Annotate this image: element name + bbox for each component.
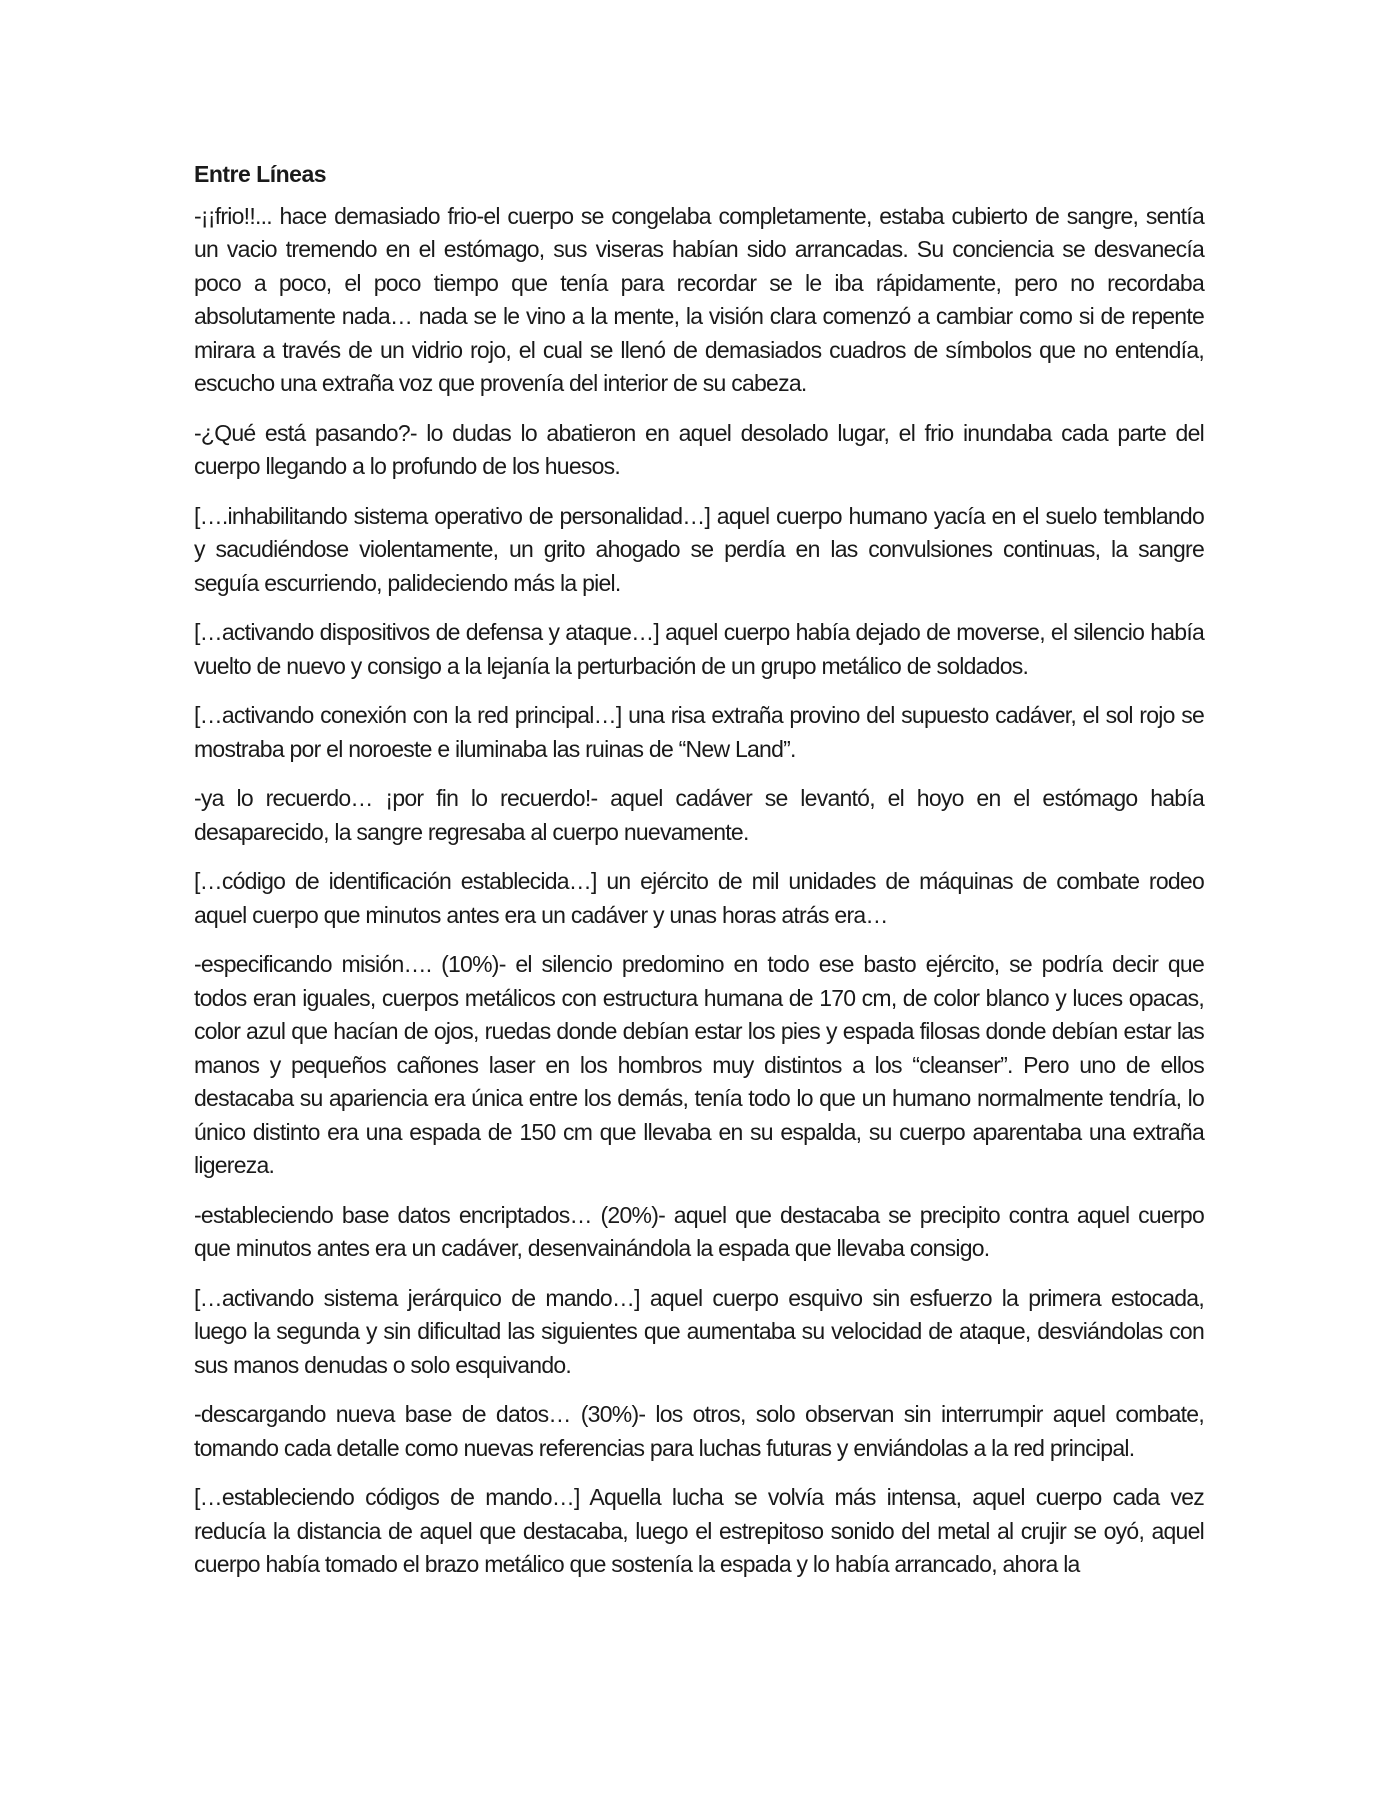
paragraph: -¡¡frio!!... hace demasiado frio-el cuerpo se congelaba completamente, estaba cubierto de sangre, sentía un vacio tremendo en el estómago, sus viseras habían sido arrancadas. Su conciencia se desvanecía poco a poco, el poco tiempo que tenía para recordar se le iba rápidamente, pero no recordaba absolutamente nada… nada se le vino a la mente, la visión clara comenzó a cambiar como si de repente mirara a través de un vidrio rojo, el cual se llenó de demasiados cuadros de símbolos que no entendía, escucho una extraña voz que provenía del interior de su cabeza.: [194, 202, 1204, 396]
paragraph: [….inhabilitando sistema operativo de personalidad…] aquel cuerpo humano yacía en el suelo temblando y sacudiéndose violentamente, un grito ahogado se perdía en las convulsiones continuas, la sangre seguía escurriendo, palideciendo más la piel.: [194, 502, 1204, 596]
paragraph: […activando conexión con la red principal…] una risa extraña provino del supuesto cadáver, el sol rojo se mostraba por el noroeste e iluminaba las ruinas de “New Land”.: [194, 702, 1204, 762]
paragraph: -¿Qué está pasando?- lo dudas lo abatieron en aquel desolado lugar, el frio inundaba cada parte del cuerpo llegando a lo profundo de los huesos.: [194, 419, 1204, 479]
document-body: [194, 158, 1204, 1598]
paragraph: -especificando misión…. (10%)- el silencio predomino en todo ese basto ejército, se podría decir que todos eran iguales, cuerpos metálicos con estructura humana de 170 cm, de color blanco y luces opacas, color azul que hacían de ojos, ruedas donde debían estar los pies y espada filosas donde debían estar las manos y pequeños cañones laser en los hombros muy distintos a los “cleanser”. Pero uno de ellos destacaba su apariencia era única entre los demás, tenía todo lo que un humano normalmente tendría, lo único distinto era una espada de 150 cm que llevaba en su espalda, su cuerpo aparentaba una extraña ligereza.: [194, 951, 1204, 1178]
paragraph: […activando dispositivos de defensa y ataque…] aquel cuerpo había dejado de moverse, el silencio había vuelto de nuevo y consigo a la lejanía la perturbación de un grupo metálico de soldados.: [194, 619, 1204, 679]
paragraph: […código de identificación establecida…] un ejército de mil unidades de máquinas de combate rodeo aquel cuerpo que minutos antes era un cadáver y unas horas atrás era…: [194, 868, 1204, 928]
paragraph: -descargando nueva base de datos… (30%)- los otros, solo observan sin interrumpir aquel combate, tomando cada detalle como nuevas referencias para luchas futuras y enviándolas a la red principal.: [194, 1401, 1204, 1461]
paragraph: […activando sistema jerárquico de mando…] aquel cuerpo esquivo sin esfuerzo la primera estocada, luego la segunda y sin dificultad las siguientes que aumentaba su velocidad de ataque, desviándolas con sus manos denudas o solo esquivando.: [194, 1284, 1204, 1378]
paragraph: -ya lo recuerdo… ¡por fin lo recuerdo!- aquel cadáver se levantó, el hoyo en el estómago había desaparecido, la sangre regresaba al cuerpo nuevamente.: [194, 785, 1204, 845]
paragraph: […estableciendo códigos de mando…] Aquella lucha se volvía más intensa, aquel cuerpo cada vez reducía la distancia de aquel que destacaba, luego el estrepitoso sonido del metal al crujir se oyó, aquel cuerpo había tomado el brazo metálico que sostenía la espada y lo había arrancado, ahora la: [194, 1484, 1204, 1577]
paragraph: -estableciendo base datos encriptados… (20%)- aquel que destacaba se precipito contra aquel cuerpo que minutos antes era un cadáver, desenvainándola la espada que llevaba consigo.: [194, 1201, 1204, 1261]
document-title: Entre Líneas: [194, 161, 327, 187]
